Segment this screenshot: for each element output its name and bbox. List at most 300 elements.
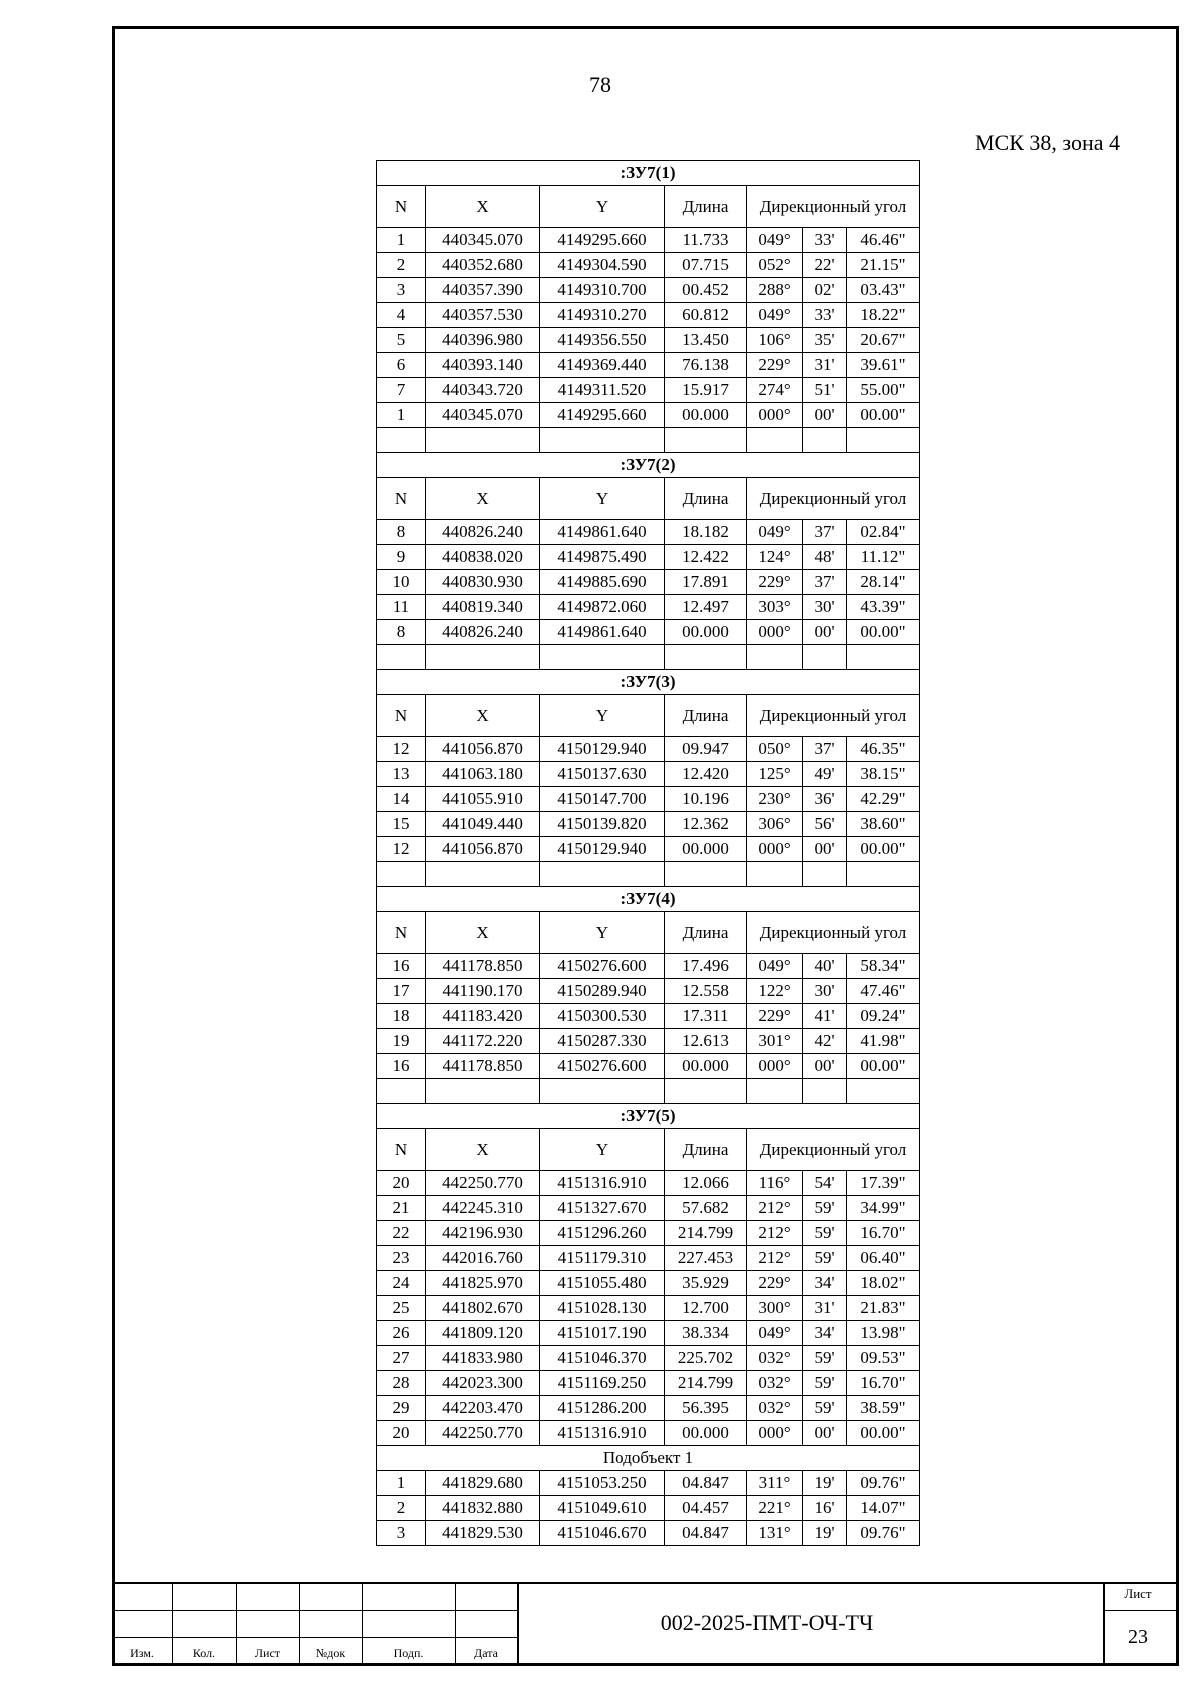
table-row: [377, 737, 920, 762]
table-row: [377, 1221, 920, 1246]
x-coordinate: 440352.680: [426, 253, 540, 278]
empty-cell: [540, 862, 665, 887]
angle-minutes: 36': [803, 787, 847, 812]
angle-seconds: 58.34": [847, 954, 920, 979]
y-coordinate: 4151055.480: [540, 1271, 665, 1296]
y-coordinate: 4149369.440: [540, 353, 665, 378]
table-row: [377, 954, 920, 979]
angle-minutes: 19': [803, 1521, 847, 1546]
header-x: X: [426, 1129, 540, 1171]
point-number: 4: [377, 303, 426, 328]
table-row: [377, 570, 920, 595]
angle-minutes: 16': [803, 1496, 847, 1521]
spacer-row: [377, 428, 920, 453]
length: 12.558: [665, 979, 747, 1004]
empty-cell: [426, 428, 540, 453]
header-angle: Дирекционный угол: [747, 478, 920, 520]
y-coordinate: 4151049.610: [540, 1496, 665, 1521]
x-coordinate: 442196.930: [426, 1221, 540, 1246]
angle-minutes: 00': [803, 403, 847, 428]
point-number: 20: [377, 1171, 426, 1196]
y-coordinate: 4150129.940: [540, 837, 665, 862]
spacer-row: [377, 1079, 920, 1104]
empty-cell: [847, 428, 920, 453]
table-row: [377, 1054, 920, 1079]
length: 227.453: [665, 1246, 747, 1271]
angle-seconds: 09.76": [847, 1521, 920, 1546]
angle-seconds: 42.29": [847, 787, 920, 812]
x-coordinate: 441832.880: [426, 1496, 540, 1521]
angle-minutes: 30': [803, 595, 847, 620]
empty-cell: [747, 428, 803, 453]
angle-seconds: 09.76": [847, 1471, 920, 1496]
angle-minutes: 00': [803, 620, 847, 645]
table-row: [377, 812, 920, 837]
angle-minutes: 30': [803, 979, 847, 1004]
angle-degrees: 229°: [747, 1004, 803, 1029]
length: 18.182: [665, 520, 747, 545]
angle-minutes: 49': [803, 762, 847, 787]
table-row: [377, 1004, 920, 1029]
point-number: 25: [377, 1296, 426, 1321]
table-row: [377, 278, 920, 303]
length: 12.420: [665, 762, 747, 787]
angle-degrees: 032°: [747, 1396, 803, 1421]
angle-degrees: 049°: [747, 954, 803, 979]
angle-degrees: 116°: [747, 1171, 803, 1196]
length: 00.000: [665, 837, 747, 862]
section-title-row: [377, 1104, 920, 1129]
x-coordinate: 440345.070: [426, 403, 540, 428]
angle-minutes: 31': [803, 1296, 847, 1321]
x-coordinate: 440357.530: [426, 303, 540, 328]
angle-minutes: 19': [803, 1471, 847, 1496]
y-coordinate: 4149304.590: [540, 253, 665, 278]
angle-minutes: 54': [803, 1171, 847, 1196]
y-coordinate: 4150289.940: [540, 979, 665, 1004]
angle-degrees: 212°: [747, 1246, 803, 1271]
angle-degrees: 274°: [747, 378, 803, 403]
empty-cell: [377, 428, 426, 453]
x-coordinate: 441829.530: [426, 1521, 540, 1546]
header-length: Длина: [665, 186, 747, 228]
header-y: Y: [540, 186, 665, 228]
angle-minutes: 42': [803, 1029, 847, 1054]
length: 17.891: [665, 570, 747, 595]
length: 35.929: [665, 1271, 747, 1296]
table-row: [377, 403, 920, 428]
section-title-row: [377, 161, 920, 186]
angle-degrees: 049°: [747, 303, 803, 328]
header-y: Y: [540, 478, 665, 520]
angle-seconds: 43.39": [847, 595, 920, 620]
coordinates-table-body: [377, 161, 920, 1546]
length: 00.000: [665, 403, 747, 428]
empty-cell: [747, 862, 803, 887]
angle-seconds: 09.53": [847, 1346, 920, 1371]
x-coordinate: 441055.910: [426, 787, 540, 812]
point-number: 11: [377, 595, 426, 620]
angle-degrees: 000°: [747, 837, 803, 862]
angle-degrees: 032°: [747, 1371, 803, 1396]
y-coordinate: 4151169.250: [540, 1371, 665, 1396]
length: 00.000: [665, 1054, 747, 1079]
point-number: 24: [377, 1271, 426, 1296]
x-coordinate: 441056.870: [426, 737, 540, 762]
stamp-label-data: Дата: [474, 1646, 498, 1660]
angle-degrees: 049°: [747, 228, 803, 253]
empty-cell: [540, 1079, 665, 1104]
point-number: 15: [377, 812, 426, 837]
angle-seconds: 21.83": [847, 1296, 920, 1321]
point-number: 3: [377, 278, 426, 303]
coordinate-system-label: МСК 38, зона 4: [974, 130, 1120, 155]
angle-degrees: 301°: [747, 1029, 803, 1054]
table-row: [377, 378, 920, 403]
header-length: Длина: [665, 695, 747, 737]
x-coordinate: 442203.470: [426, 1396, 540, 1421]
header-n: N: [377, 186, 426, 228]
table-row: [377, 1421, 920, 1446]
angle-minutes: 33': [803, 228, 847, 253]
point-number: 28: [377, 1371, 426, 1396]
y-coordinate: 4151179.310: [540, 1246, 665, 1271]
table-row: [377, 979, 920, 1004]
empty-cell: [803, 1079, 847, 1104]
point-number: 29: [377, 1396, 426, 1421]
angle-degrees: 049°: [747, 520, 803, 545]
y-coordinate: 4149875.490: [540, 545, 665, 570]
x-coordinate: 440819.340: [426, 595, 540, 620]
header-angle: Дирекционный угол: [747, 695, 920, 737]
point-number: 22: [377, 1221, 426, 1246]
table-row: [377, 837, 920, 862]
coordinates-table: [376, 160, 920, 1546]
y-coordinate: 4151046.670: [540, 1521, 665, 1546]
angle-seconds: 55.00": [847, 378, 920, 403]
x-coordinate: 440838.020: [426, 545, 540, 570]
title-block: [112, 1582, 1179, 1666]
length: 15.917: [665, 378, 747, 403]
column-header-row: [377, 478, 920, 520]
document-code: 002-2025-ПМТ-ОЧ-ТЧ: [660, 1610, 874, 1635]
length: 60.812: [665, 303, 747, 328]
header-n: N: [377, 912, 426, 954]
empty-cell: [747, 1079, 803, 1104]
angle-degrees: 049°: [747, 1321, 803, 1346]
x-coordinate: 442016.760: [426, 1246, 540, 1271]
x-coordinate: 441183.420: [426, 1004, 540, 1029]
angle-minutes: 00': [803, 1421, 847, 1446]
empty-cell: [803, 862, 847, 887]
angle-degrees: 000°: [747, 620, 803, 645]
point-number: 20: [377, 1421, 426, 1446]
length: 11.733: [665, 228, 747, 253]
header-y: Y: [540, 695, 665, 737]
section-title-row: [377, 453, 920, 478]
angle-minutes: 59': [803, 1371, 847, 1396]
x-coordinate: 442245.310: [426, 1196, 540, 1221]
empty-cell: [847, 645, 920, 670]
y-coordinate: 4150147.700: [540, 787, 665, 812]
empty-cell: [540, 645, 665, 670]
empty-cell: [847, 1079, 920, 1104]
y-coordinate: 4149295.660: [540, 403, 665, 428]
angle-minutes: 37': [803, 737, 847, 762]
table-row: [377, 228, 920, 253]
y-coordinate: 4151046.370: [540, 1346, 665, 1371]
table-row: [377, 545, 920, 570]
angle-seconds: 16.70": [847, 1221, 920, 1246]
angle-degrees: 212°: [747, 1221, 803, 1246]
length: 07.715: [665, 253, 747, 278]
angle-minutes: 59': [803, 1246, 847, 1271]
angle-minutes: 59': [803, 1196, 847, 1221]
length: 225.702: [665, 1346, 747, 1371]
stamp-label-ndok: №док: [315, 1646, 346, 1660]
y-coordinate: 4151316.910: [540, 1171, 665, 1196]
table-row: [377, 1396, 920, 1421]
length: 10.196: [665, 787, 747, 812]
point-number: 16: [377, 1054, 426, 1079]
y-coordinate: 4150276.600: [540, 1054, 665, 1079]
x-coordinate: 441190.170: [426, 979, 540, 1004]
point-number: 26: [377, 1321, 426, 1346]
table-row: [377, 762, 920, 787]
empty-cell: [803, 645, 847, 670]
subobject-title-row: [377, 1446, 920, 1471]
section-title: :ЗУ7(1): [377, 161, 920, 186]
empty-cell: [377, 645, 426, 670]
angle-minutes: 41': [803, 1004, 847, 1029]
point-number: 2: [377, 1496, 426, 1521]
table-row: [377, 1496, 920, 1521]
column-header-row: [377, 912, 920, 954]
x-coordinate: 440357.390: [426, 278, 540, 303]
x-coordinate: 440396.980: [426, 328, 540, 353]
angle-degrees: 000°: [747, 1421, 803, 1446]
point-number: 12: [377, 737, 426, 762]
angle-seconds: 06.40": [847, 1246, 920, 1271]
length: 214.799: [665, 1221, 747, 1246]
angle-minutes: 31': [803, 353, 847, 378]
y-coordinate: 4149885.690: [540, 570, 665, 595]
angle-seconds: 00.00": [847, 837, 920, 862]
angle-seconds: 16.70": [847, 1371, 920, 1396]
angle-seconds: 47.46": [847, 979, 920, 1004]
point-number: 19: [377, 1029, 426, 1054]
point-number: 13: [377, 762, 426, 787]
stamp-label-podp: Подп.: [393, 1646, 424, 1660]
x-coordinate: 442250.770: [426, 1171, 540, 1196]
empty-cell: [665, 1079, 747, 1104]
length: 04.847: [665, 1471, 747, 1496]
angle-degrees: 106°: [747, 328, 803, 353]
x-coordinate: 440830.930: [426, 570, 540, 595]
x-coordinate: 441063.180: [426, 762, 540, 787]
x-coordinate: 441049.440: [426, 812, 540, 837]
point-number: 17: [377, 979, 426, 1004]
angle-degrees: 229°: [747, 353, 803, 378]
table-row: [377, 328, 920, 353]
y-coordinate: 4149311.520: [540, 378, 665, 403]
length: 17.496: [665, 954, 747, 979]
empty-cell: [747, 645, 803, 670]
angle-minutes: 35': [803, 328, 847, 353]
angle-degrees: 052°: [747, 253, 803, 278]
y-coordinate: 4150287.330: [540, 1029, 665, 1054]
y-coordinate: 4151296.260: [540, 1221, 665, 1246]
header-x: X: [426, 912, 540, 954]
header-angle: Дирекционный угол: [747, 912, 920, 954]
y-coordinate: 4151017.190: [540, 1321, 665, 1346]
angle-minutes: 59': [803, 1221, 847, 1246]
empty-cell: [665, 645, 747, 670]
header-length: Длина: [665, 478, 747, 520]
table-row: [377, 1271, 920, 1296]
length: 09.947: [665, 737, 747, 762]
table-row: [377, 1246, 920, 1271]
point-number: 12: [377, 837, 426, 862]
angle-seconds: 28.14": [847, 570, 920, 595]
point-number: 1: [377, 228, 426, 253]
angle-seconds: 00.00": [847, 403, 920, 428]
table-row: [377, 1296, 920, 1321]
angle-seconds: 41.98": [847, 1029, 920, 1054]
angle-seconds: 39.61": [847, 353, 920, 378]
empty-cell: [847, 862, 920, 887]
x-coordinate: 440345.070: [426, 228, 540, 253]
angle-minutes: 59': [803, 1396, 847, 1421]
x-coordinate: 440826.240: [426, 620, 540, 645]
length: 12.497: [665, 595, 747, 620]
point-number: 14: [377, 787, 426, 812]
length: 57.682: [665, 1196, 747, 1221]
length: 12.066: [665, 1171, 747, 1196]
stamp-label-list: Лист: [254, 1646, 281, 1660]
angle-minutes: 37': [803, 570, 847, 595]
angle-seconds: 38.60": [847, 812, 920, 837]
point-number: 16: [377, 954, 426, 979]
angle-degrees: 221°: [747, 1496, 803, 1521]
section-title: :ЗУ7(4): [377, 887, 920, 912]
page-number: 78: [589, 72, 611, 97]
point-number: 2: [377, 253, 426, 278]
y-coordinate: 4151327.670: [540, 1196, 665, 1221]
header-y: Y: [540, 912, 665, 954]
y-coordinate: 4149310.700: [540, 278, 665, 303]
x-coordinate: 440393.140: [426, 353, 540, 378]
length: 13.450: [665, 328, 747, 353]
table-row: [377, 1171, 920, 1196]
angle-minutes: 00': [803, 837, 847, 862]
x-coordinate: 440826.240: [426, 520, 540, 545]
table-row: [377, 1471, 920, 1496]
point-number: 1: [377, 1471, 426, 1496]
y-coordinate: 4151053.250: [540, 1471, 665, 1496]
angle-degrees: 229°: [747, 570, 803, 595]
angle-minutes: 48': [803, 545, 847, 570]
x-coordinate: 441825.970: [426, 1271, 540, 1296]
empty-cell: [803, 428, 847, 453]
angle-degrees: 032°: [747, 1346, 803, 1371]
angle-seconds: 46.35": [847, 737, 920, 762]
angle-seconds: 38.59": [847, 1396, 920, 1421]
x-coordinate: 441178.850: [426, 1054, 540, 1079]
angle-minutes: 56': [803, 812, 847, 837]
length: 38.334: [665, 1321, 747, 1346]
angle-seconds: 20.67": [847, 328, 920, 353]
angle-seconds: 18.22": [847, 303, 920, 328]
length: 12.613: [665, 1029, 747, 1054]
point-number: 1: [377, 403, 426, 428]
table-row: [377, 1371, 920, 1396]
header-angle: Дирекционный угол: [747, 186, 920, 228]
angle-minutes: 22': [803, 253, 847, 278]
x-coordinate: 440343.720: [426, 378, 540, 403]
angle-minutes: 34': [803, 1321, 847, 1346]
spacer-row: [377, 862, 920, 887]
y-coordinate: 4149861.640: [540, 520, 665, 545]
point-number: 6: [377, 353, 426, 378]
x-coordinate: 441172.220: [426, 1029, 540, 1054]
spacer-row: [377, 645, 920, 670]
table-row: [377, 595, 920, 620]
angle-minutes: 00': [803, 1054, 847, 1079]
length: 56.395: [665, 1396, 747, 1421]
section-title: :ЗУ7(5): [377, 1104, 920, 1129]
length: 214.799: [665, 1371, 747, 1396]
table-row: [377, 1029, 920, 1054]
x-coordinate: 441809.120: [426, 1321, 540, 1346]
stamp-label-kol: Кол.: [192, 1646, 216, 1660]
y-coordinate: 4151316.910: [540, 1421, 665, 1446]
point-number: 8: [377, 520, 426, 545]
angle-degrees: 230°: [747, 787, 803, 812]
table-row: [377, 253, 920, 278]
angle-seconds: 38.15": [847, 762, 920, 787]
point-number: 18: [377, 1004, 426, 1029]
table-row: [377, 620, 920, 645]
empty-cell: [377, 1079, 426, 1104]
angle-degrees: 229°: [747, 1271, 803, 1296]
y-coordinate: 4151028.130: [540, 1296, 665, 1321]
angle-seconds: 11.12": [847, 545, 920, 570]
header-n: N: [377, 478, 426, 520]
angle-degrees: 000°: [747, 403, 803, 428]
angle-minutes: 40': [803, 954, 847, 979]
angle-degrees: 125°: [747, 762, 803, 787]
angle-seconds: 00.00": [847, 1054, 920, 1079]
section-title: :ЗУ7(3): [377, 670, 920, 695]
column-header-row: [377, 186, 920, 228]
angle-minutes: 34': [803, 1271, 847, 1296]
y-coordinate: 4149861.640: [540, 620, 665, 645]
subobject-title: Подобъект 1: [377, 1446, 920, 1471]
sheet-number: 23: [1128, 1626, 1148, 1648]
table-row: [377, 787, 920, 812]
length: 00.000: [665, 620, 747, 645]
section-title-row: [377, 887, 920, 912]
y-coordinate: 4150129.940: [540, 737, 665, 762]
section-title: :ЗУ7(2): [377, 453, 920, 478]
y-coordinate: 4150300.530: [540, 1004, 665, 1029]
point-number: 9: [377, 545, 426, 570]
x-coordinate: 441056.870: [426, 837, 540, 862]
header-y: Y: [540, 1129, 665, 1171]
empty-cell: [540, 428, 665, 453]
angle-degrees: 122°: [747, 979, 803, 1004]
